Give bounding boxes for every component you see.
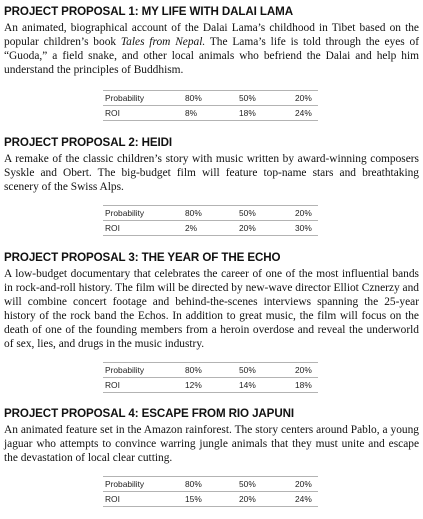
table-cell: 18% xyxy=(239,108,256,118)
table-row-roi xyxy=(103,106,318,121)
table-cell: 2% xyxy=(185,223,198,233)
proposal-2 xyxy=(4,136,419,194)
table-cell: 24% xyxy=(295,108,312,118)
proposal-description: A low-budget documentary that celebrates the career of one of the most influential bands in rock-and-roll history. The film will be directed by new-wave director Elliot Cznerzy and will combine concert footage and behind-the-scenes interviews spanning the 25-year history of the rock band the Echos. In addition to great music, the film will focus on the death of one of the founding members from a heroin overdose and reveal the underworld of sex, lies, and drugs in the music industry. xyxy=(4,268,419,351)
table-cell: 50% xyxy=(239,208,256,218)
proposal-title: PROJECT PROPOSAL 1: MY LIFE WITH DALAI LAMA xyxy=(4,5,293,18)
table-cell: 50% xyxy=(239,93,256,103)
table-cell: 18% xyxy=(295,380,312,390)
proposal-4-table xyxy=(103,476,318,507)
row-label: ROI xyxy=(105,108,120,118)
table-row-probability xyxy=(103,91,318,106)
table-row-roi xyxy=(103,221,318,236)
proposal-description: An animated feature set in the Amazon rainforest. The story centers around Pablo, a young jaguar who attempts to convince warring jungle animals that they must unite and escape the devastation of local clear cutting. xyxy=(4,424,419,465)
table-cell: 24% xyxy=(295,494,312,504)
proposal-1 xyxy=(4,5,419,77)
table-cell: 20% xyxy=(295,208,312,218)
proposal-2-table xyxy=(103,205,318,236)
proposal-description: A remake of the classic children’s story with music written by award-winning composers Syskle and Obert. The big-budget film will feature top-name stars and breathtaking scenery of the Swiss Alps. xyxy=(4,153,419,194)
proposal-1-table xyxy=(103,90,318,121)
table-cell: 12% xyxy=(185,380,202,390)
proposal-3-table xyxy=(103,362,318,393)
table-cell: 15% xyxy=(185,494,202,504)
proposal-title: PROJECT PROPOSAL 2: HEIDI xyxy=(4,136,173,149)
table-cell: 80% xyxy=(185,93,202,103)
row-label: Probability xyxy=(105,365,145,375)
table-cell: 20% xyxy=(239,494,256,504)
table-row-probability xyxy=(103,363,318,378)
table-cell: 50% xyxy=(239,365,256,375)
table-row-probability xyxy=(103,206,318,221)
table-cell: 8% xyxy=(185,108,198,118)
proposal-3 xyxy=(4,251,419,352)
table-row-probability xyxy=(103,477,318,492)
table-cell: 50% xyxy=(239,479,256,489)
table-row-roi xyxy=(103,492,318,507)
table-cell: 20% xyxy=(295,479,312,489)
row-label: Probability xyxy=(105,479,145,489)
proposal-4 xyxy=(4,407,419,465)
table-cell: 20% xyxy=(295,93,312,103)
row-label: ROI xyxy=(105,223,120,233)
row-label: Probability xyxy=(105,208,145,218)
proposal-title: PROJECT PROPOSAL 3: THE YEAR OF THE ECHO xyxy=(4,251,281,264)
table-cell: 80% xyxy=(185,365,202,375)
table-cell: 14% xyxy=(239,380,256,390)
proposal-title: PROJECT PROPOSAL 4: ESCAPE FROM RIO JAPUNI xyxy=(4,407,294,420)
table-cell: 80% xyxy=(185,208,202,218)
row-label: Probability xyxy=(105,93,145,103)
table-cell: 80% xyxy=(185,479,202,489)
table-cell: 20% xyxy=(239,223,256,233)
proposal-description: An animated, biographical account of the Dalai Lama’s childhood in Tibet based on the popular children’s book Tales from Nepal. The Lama’s life is told through the eyes of “Guoda,” a field snake, and other local animals who befriend the Dalai and help him understand the principles of Buddhism. xyxy=(4,22,419,77)
table-row-roi xyxy=(103,378,318,393)
row-label: ROI xyxy=(105,494,120,504)
table-cell: 30% xyxy=(295,223,312,233)
table-cell: 20% xyxy=(295,365,312,375)
row-label: ROI xyxy=(105,380,120,390)
